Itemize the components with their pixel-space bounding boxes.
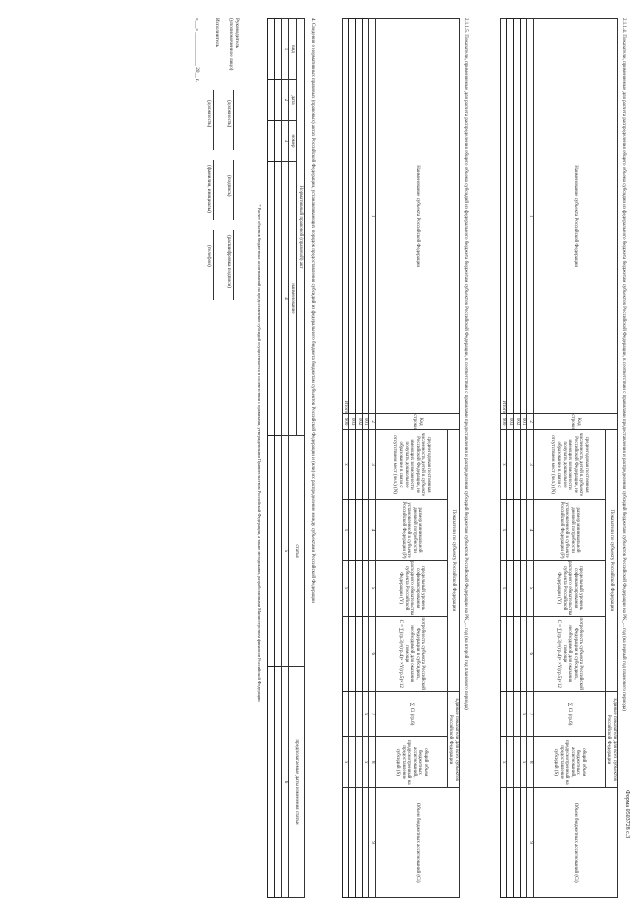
header-population: среднегодовая постоянная численность детей в субъекте Российской Федерации, не имеющих возможности получать дошкольное образование в связи с отсутствием мест (чел.) (N) bbox=[533, 429, 605, 499]
section1-table: Наименование субъекта Российской Федерации Код строки Показатели по субъекту Российской Федерации Единые показатели для всех субъектов Российской Федерации Объем бюджетных ассигнований (Ci) среднегодовая постоянная численность детей в субъекте Российской Федерации, не имеющих возможности получать дошкольное образование в связи с отсутствием мест (чел.) (N) размер минимальной дневной потребности установленной в субъекте Российской Федерации (Р) предельный уровень софинансирования расходного обязательства субъекта Российской Федерации (Y) потребность субъекта Российской Федерации в субсидиях, необходимой для оказания помощи C = ∑(гр.3)×(гр.4)× ×Y(гр.5)×12 ∑ Ci (гр.6) общий объем бюджетных ассигнований, предусмотренный на предоставление субсидий (S) 1 2 3 4 5 6 7 8 9 001 x x 002 003 Итого 900 x x x x bbox=[500, 18, 618, 898]
header-act: Нормативный правовой (правовой) акт bbox=[297, 19, 305, 436]
header-indicators: Показатели по субъекту Российской Федерации bbox=[605, 429, 617, 691]
form-label: Форма 0503728 с.3 bbox=[624, 790, 630, 839]
section2-table: Наименование субъекта Российской Федерации Код строки Показатели по субъекту Российской Федерации Единые показатели для всех субъектов Российской Федерации Объем бюджетных ассигнований (Ci) среднегодовая постоянная численность детей в субъекте Российской Федерации, не имеющих возможности получать дошкольное образование в связи с отсутствием мест (чел.) (N) размер минимальной дневной потребности установленной в субъекте Российской Федерации (Р) предельный уровень софинансирования расходного обязательства субъекта Российской Федерации (Y) потребность субъекта Российской Федерации в субсидиях, необходимой для оказания помощи C = ∑(гр.3)×(гр.4)× ×Y(гр.5)×12 ∑ Ci (гр.6) общий объем бюджетных ассигнований, предусмотренный на предоставление субсидий (S) 1 2 3 4 5 6 7 8 9 001 x x 002 003 Итого 900 x x x x bbox=[342, 18, 460, 898]
total-label: Итого bbox=[500, 19, 507, 414]
rotated-form-page: Форма 0503728 с.3 2.1.1.4. Показатели, применяемые для расчета распределения общего объема субсидии из федерального бюджета бюджетам субъектов Российской Федерации, в соответствии с правилами предоставления и распределения субсидий бюджетам субъектов Российской Федерации на PK_... год (на первый год планового периода) Наименование субъекта Российской Федерации Код строки Показатели по субъекту Российской Федерации Единые показатели для всех субъектов Российской Федерации Объем бюджетных ассигнований (Ci) среднегодовая постоянная численность детей в субъекте Российской Федерации, не имеющих возможности получать дошкольное образование в связи с отсутствием мест (чел.) (N) размер минимальной дневной потребности установленной в субъекте Российской Федерации (Р) предельный уровень софинансирования расходного обязательства субъекта Российской Федерации (Y) потребность субъекта Российской Федерации в субсидиях, необходимой для оказания помощи C = ∑(гр.3)×(гр.4)× ×Y(гр.5)×12 ∑ Ci (гр.6) общий объем бюджетных ассигнований, предусмотренный на предоставление субсидий (S) 1 2 3 4 5 6 7 8 9 001 x x 002 003 Итого 900 x x x x 2.1.1.5. Показатели, применяемые для расчета распределения общего объема субсидий из федерального бюджета бюджетам субъектов Российской Федерации, в соответствии с правилами предоставления и распределения субсидий бюджетам субъектов Российской Федерации на PK_... год (на второй год планового периода) Наименование субъекта Российской Федерации Код строки Показатели по субъекту Российской Федерации Единые показатели для всех субъектов Российской Федерации Объем бюджетных ассигнований (Ci) среднегодовая постоянная численность детей в субъекте Российской Федерации, не имеющих возможности получать дошкольное образование в связи с отсутствием мест (чел.) (N) размер минимальной дневной потребности установленной в субъекте Российской Федерации (Р) предельный уровень софинансирования расходного обязательства субъекта Российской Федерации (Y) потребность субъекта Российской Федерации в субсидиях, необходимой для оказания помощи C = ∑(гр.3)×(гр.4)× ×Y(гр.5)×12 ∑ Ci (гр.6) общий объем бюджетных ассигнований, предусмотренный на предоставление субсидий (S) 1 2 3 4 5 6 7 8 9 001 x x 002 003 Итого 900 x x x x 4. Сведения о нормативных правовых (правовых) актах Российской Федерации, устанавливающих порядок предоставления субсидий из федерального бюджета бюджетам субъектов Российской Федерации и (или) их распределение между субъектами Российской Федерации Нормативный правовой (правовой) акт статья предполагаемые даты изменения статьи вид дата номер наименование 1 2 3 4 5 6 * Расчет объемов бюджетных ассигнований на предоставление субсидий осуществляется в соответствии с правилами, утвержденными Правительством Российской Федерации, а также методиками, разработанными Министерством финансов Российской Федерации Руководитель (уполномоченное лицо) (должность) (подпись) (расшифровка подписи) Исполнитель (должность) (фамилия, инициалы) (телефон) «___» _____________ 20__ г. bbox=[0, 0, 640, 905]
table-row bbox=[349, 19, 356, 414]
footnote: * Расчет объемов бюджетных ассигнований на предоставление субсидий осуществляется в соответствии с правилами, утвержденными Правительством Российской Федерации, а также методиками, разработанными Министерством финансов Российской Федерации bbox=[257, 204, 262, 702]
header-need: потребность субъекта Российской Федерации в субсидиях, необходимой для оказания помощи C = ∑(гр.3)×(гр.4)× ×Y(гр.5)×12 bbox=[533, 616, 605, 691]
table-row bbox=[356, 19, 363, 414]
head-sub: (уполномоченное лицо) bbox=[228, 18, 234, 71]
header-sum: ∑ Ci (гр.6) bbox=[533, 691, 605, 736]
section2-title: 2.1.1.5. Показатели, применяемые для расчета распределения общего объема субсидий из федерального бюджета бюджетам субъектов Российской Федерации, в соответствии с правилами предоставления и распределения субсидий бюджетам субъектов Российской Федерации на PK_... год (на второй год планового периода) bbox=[463, 18, 468, 710]
header-total-vol: общий объем бюджетных ассигнований, предусмотренный на предоставление субсидий (S) bbox=[533, 737, 605, 788]
exec-label: Исполнитель bbox=[214, 18, 220, 48]
date-line: «___» _____________ 20__ г. bbox=[194, 18, 200, 82]
section3-table: Нормативный правовой (правовой) акт статья предполагаемые даты изменения статьи вид дата номер наименование 1 2 3 4 5 6 bbox=[267, 18, 305, 898]
section3-title: 4. Сведения о нормативных правовых (правовых) актах Российской Федерации, устанавливающих порядок предоставления субсидий из федерального бюджета бюджетам субъектов Российской Федерации и (или) их распределение между субъектами Российской Федерации bbox=[310, 18, 315, 603]
section1-title: 2.1.1.4. Показатели, применяемые для расчета распределения общего объема субсидии из федерального бюджета бюджетам субъектов Российской Федерации, в соответствии с правилами предоставления и распределения субсидий бюджетам субъектов Российской Федерации на PK_... год (на первый год планового периода) bbox=[621, 18, 626, 711]
table-row bbox=[362, 19, 369, 414]
table-row bbox=[520, 19, 527, 414]
header-level: предельный уровень софинансирования расходного обязательства субъекта Российской Федерации (Y) bbox=[533, 560, 605, 616]
header-size: размер минимальной дневной потребности установленной в субъекте Российской Федерации (Р) bbox=[533, 500, 605, 561]
header-unit: Единые показатели для всех субъектов Российской Федерации bbox=[605, 691, 617, 787]
table-row bbox=[275, 19, 282, 80]
table-row bbox=[507, 19, 514, 414]
table-row bbox=[514, 19, 521, 414]
header-result: Объем бюджетных ассигнований (Ci) bbox=[533, 788, 617, 898]
table-row bbox=[268, 19, 275, 80]
header-code: Код строки bbox=[533, 414, 617, 430]
head-label: Руководитель bbox=[234, 18, 240, 49]
header-subject: Наименование субъекта Российской Федерации bbox=[533, 19, 617, 414]
